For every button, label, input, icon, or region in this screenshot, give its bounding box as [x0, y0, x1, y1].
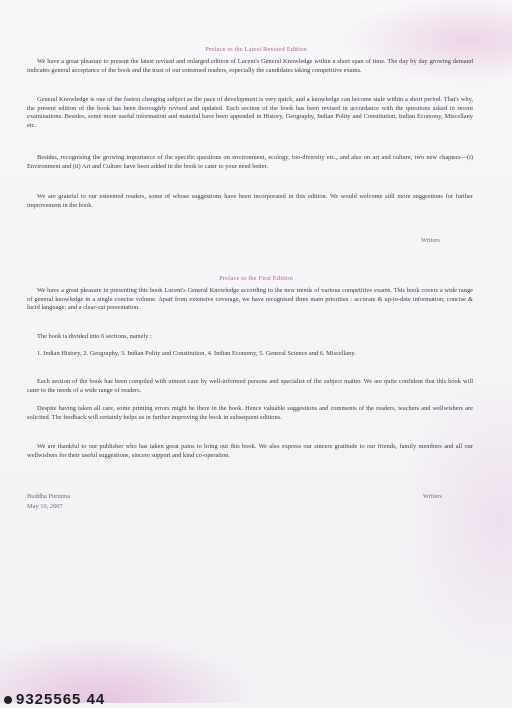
- first-edition-signature: Writers: [423, 493, 442, 500]
- latest-edition-paragraph-2: General Knowledge is one of the fastest changing subject as the pace of development is very quick, and a knowledge can become stale within a short period. That's why, the present edition of the book has been thoroughly revised and updated. Each section of the book has been revised in accordance with the questions asked in recent examinations. Besides, some more useful information and material have been appended in History, Geography, Indian Polity and Constitution, Indian Economy, Miscellany etc.: [27, 96, 473, 129]
- first-edition-paragraph-1: We have a great pleasure in presenting this book Lucent's General Knowledge according to the new trends of various competitive exams. This book covers a wide range of general knowledge in a single concise volume. Apart from extensive coverage, we have recognised three main priorities : accurate & up-to-date information; concise & lucid language; and a clear-cut presentation.: [27, 287, 473, 312]
- latest-edition-signature: Writers: [421, 237, 440, 244]
- footer-code: 9325565 44: [16, 691, 106, 708]
- first-edition-paragraph-5: Despite having taken all care, some printing errors might be there in the book. Hence valuable suggestions and comments of the readers, teachers and wellwishers are solicited. The feedback will certainly helps us in further improving the book in subsequent editions.: [27, 405, 473, 421]
- latest-edition-paragraph-1: We have a great pleasure to present the latest revised and enlarged edition of Lucent's General Knowledge within a short span of time. The day by day growing demand indicates general acceptance of the book and the trust of our esteemed readers, especially the candidates taking competitive exams.: [27, 58, 473, 74]
- latest-edition-paragraph-3: Besides, recognising the growing importance of the specific questions on environment, ecology, bio-diversity etc., and also on art and culture, two new chapters—(i) Environment and (ii) Art and Culture have been added in the book to cater to your need better.: [27, 154, 473, 170]
- first-edition-paragraph-6: We are thankful to our publisher who has taken great pains to bring out this book. We also express our sincere gratitude to our friends, family members and all our wellwishers for their useful suggestions, sincere support and kind co-operation.: [27, 443, 473, 459]
- latest-edition-heading: Preface to the Latest Revised Edition: [205, 46, 307, 53]
- first-edition-date: May 10, 2007: [27, 503, 63, 510]
- first-edition-place: Buddha Purnima: [27, 493, 71, 500]
- first-edition-paragraph-3: 1. Indian History, 2. Geography, 3. Indian Polity and Constitution, 4. Indian Economy, 5. General Science and 6. Miscellany.: [37, 350, 356, 357]
- first-edition-paragraph-4: Each section of the book has been compiled with utmost care by well-informed persons and specialist of the subject matter. We are quite confident that this book will cater to the needs of a wide range of readers.: [27, 378, 473, 394]
- latest-edition-paragraph-4: We are grateful to our esteemed readers, some of whose suggestions have been incorporated in this edition. We would welcome still more suggestions for further improvement in the book.: [27, 193, 473, 209]
- first-edition-paragraph-2: The book is divided into 6 sections, namely :: [37, 333, 152, 340]
- first-edition-heading: Preface to the First Edition: [219, 275, 293, 282]
